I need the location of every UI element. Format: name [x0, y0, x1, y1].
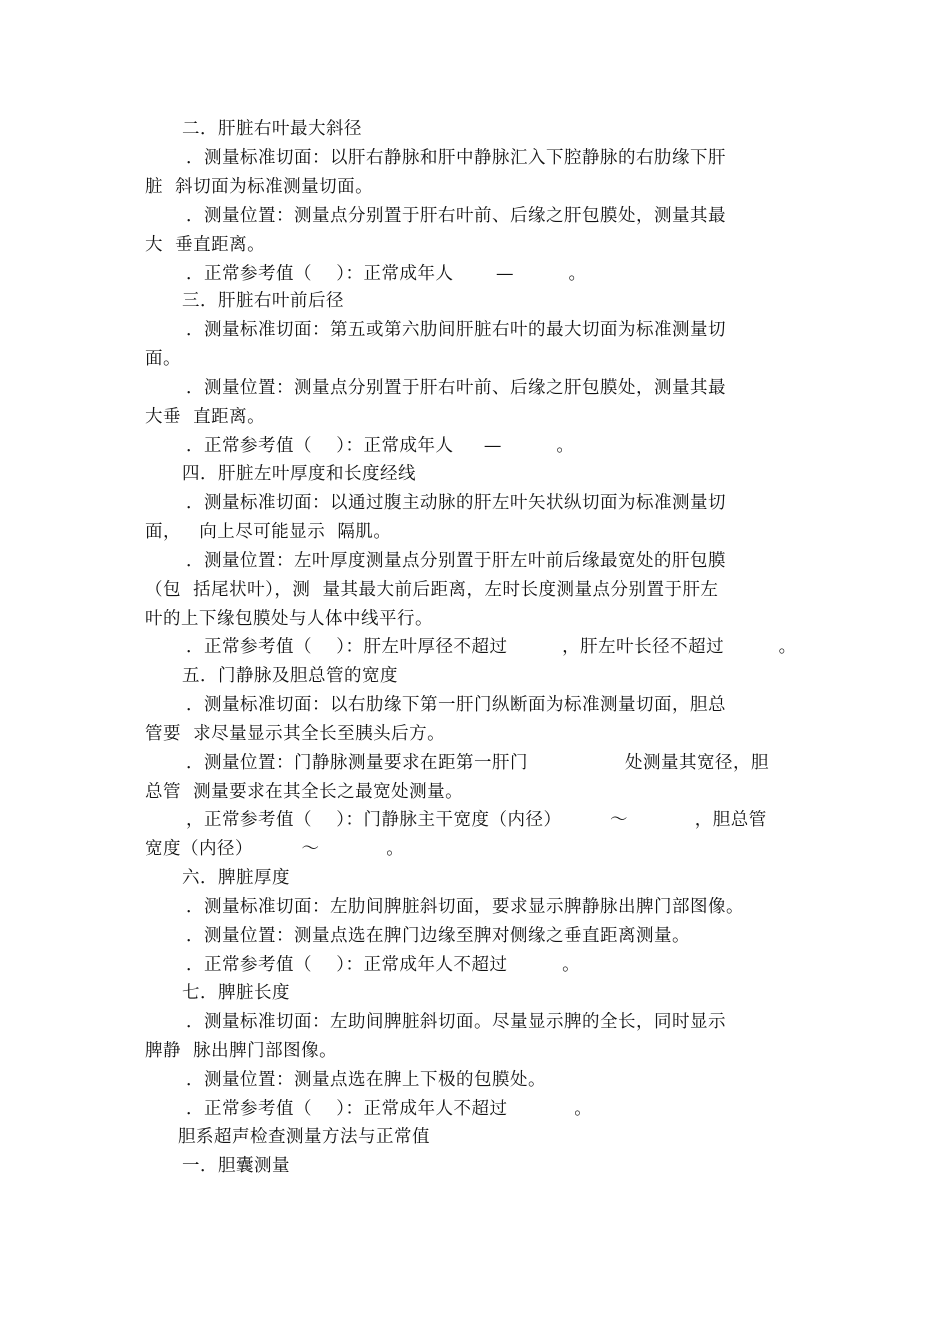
paragraph-line: ．正常参考值（ ）：正常成年人不超过 。	[186, 955, 581, 975]
heading-section-3: 三．肝脏右叶前后径	[182, 291, 344, 311]
paragraph-line: ．测量位置：门静脉测量要求在距第一肝门 处测量其宽径，胆	[186, 753, 770, 773]
paragraph-line: 脏 斜切面为标准测量切面。	[145, 177, 374, 197]
paragraph-line: ．测量标准切面：以通过腹主动脉的肝左叶矢状纵切面为标准测量切	[186, 493, 726, 513]
heading-section-1: 一．胆囊测量	[182, 1156, 290, 1176]
paragraph-line: ．测量位置：测量点选在脾门边缘至脾对侧缘之垂直距离测量。	[186, 926, 690, 946]
paragraph-line: ．测量位置：测量点分别置于肝右叶前、后缘之肝包膜处，测量其最	[186, 206, 726, 226]
paragraph-line: 宽度（内径） ～ 。	[145, 839, 405, 859]
paragraph-line: 面。	[145, 349, 181, 369]
paragraph-line: 总管 测量要求在其全长之最宽处测量。	[145, 782, 464, 802]
paragraph-line: ．测量标准切面：第五或第六肋间肝脏右叶的最大切面为标准测量切	[186, 320, 726, 340]
chapter-title: 胆系超声检查测量方法与正常值	[178, 1127, 430, 1147]
heading-section-7: 七．脾脏长度	[182, 983, 290, 1003]
heading-section-5: 五．门静脉及胆总管的宽度	[182, 666, 398, 686]
paragraph-line: ．正常参考值（ ）：正常成年人不超过 。	[186, 1099, 593, 1119]
paragraph-line: 大垂 直距离。	[145, 407, 266, 427]
paragraph-line: （包 括尾状叶），测 量其最大前后距离，左时长度测量点分别置于肝左	[145, 580, 719, 600]
paragraph-line: ．正常参考值（ ）：肝左叶厚径不超过 ，肝左叶长径不超过 。	[186, 637, 797, 657]
heading-section-6: 六．脾脏厚度	[182, 868, 290, 888]
paragraph-line: ．正常参考值（ ）：正常成年人 — 。	[186, 436, 575, 456]
paragraph-line: 大 垂直距离。	[145, 235, 266, 255]
paragraph-line: ．测量标准切面：左助间脾脏斜切面。尽量显示脾的全长，同时显示	[186, 1012, 726, 1032]
paragraph-line: ．测量标准切面：以右肋缘下第一肝门纵断面为标准测量切面，胆总	[186, 695, 726, 715]
paragraph-line: ．测量位置：测量点选在脾上下极的包膜处。	[186, 1070, 546, 1090]
paragraph-line: ．测量标准切面：以肝右静脉和肝中静脉汇入下腔静脉的右肋缘下肝	[186, 148, 726, 168]
heading-section-2: 二．肝脏右叶最大斜径	[182, 119, 362, 139]
paragraph-line: ．测量标准切面：左肋间脾脏斜切面，要求显示脾静脉出脾门部图像。	[186, 897, 744, 917]
paragraph-line: 脾静 脉出脾门部图像。	[145, 1041, 338, 1061]
paragraph-line: 管要 求尽量显示其全长至胰头后方。	[145, 724, 446, 744]
paragraph-line: 面， 向上尽可能显示 隔肌。	[145, 522, 392, 542]
paragraph-line: ．测量位置：左叶厚度测量点分别置于肝左叶前后缘最宽处的肝包膜	[186, 551, 726, 571]
paragraph-line: ．正常参考值（ ）：正常成年人 — 。	[186, 264, 587, 284]
paragraph-line: ，正常参考值（ ）：门静脉主干宽度（内径） ～ ，胆总管	[186, 810, 767, 830]
paragraph-line: ．测量位置：测量点分别置于肝右叶前、后缘之肝包膜处，测量其最	[186, 378, 726, 398]
paragraph-line: 叶的上下缘包膜处与人体中线平行。	[145, 609, 433, 629]
heading-section-4: 四．肝脏左叶厚度和长度经线	[182, 464, 416, 484]
